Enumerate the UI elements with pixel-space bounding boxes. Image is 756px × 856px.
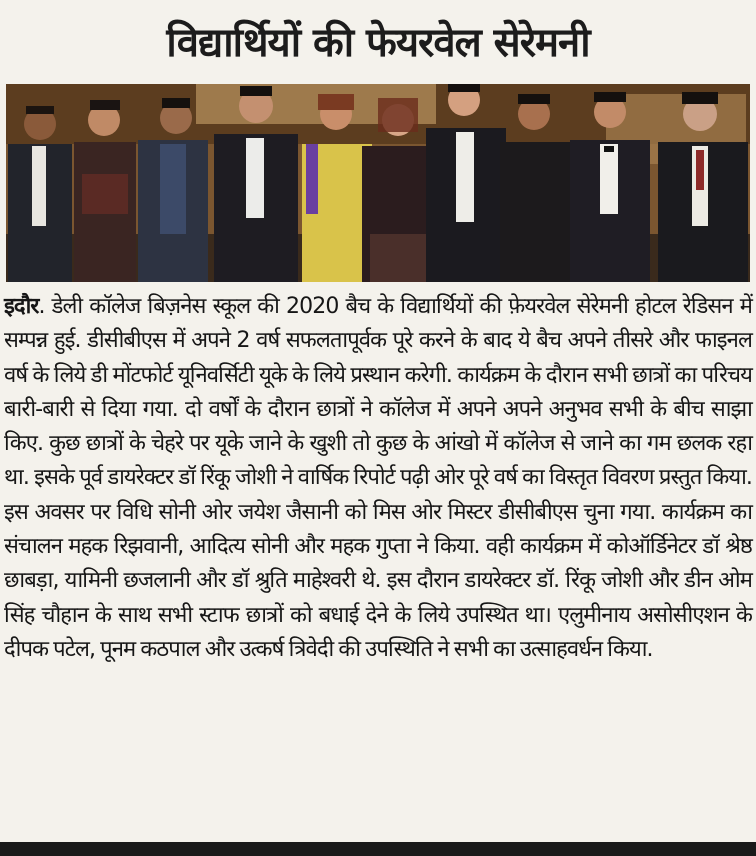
article-text: . डेली कॉलेज बिज़नेस स्कूल की 2020 बैच के विद्यार्थियों की फ़ेयरवेल सेरेमनी होटल रेडिसन में सम्पन्न हुई. डीसीबीएस में अपने 2 वर्ष सफलतापूर्वक पूरे करने के बाद ये बैच अपने तीसरे और फाइनल वर्ष के लिये डी मोंटफोर्ट यूनिवर्सिटी यूके के लिये प्रस्थान करेगी. कार्यक्रम के दौरान सभी छात्रों का परिचय बारी-बारी से दिया गया. दो वर्षों के दौरान छात्रों ने कॉलेज में अपने अपने अनुभव सभी के बीच साझा किए. कुछ छात्रों के चेहरे पर यूके जाने के खुशी तो कुछ के आंखो में कॉलेज से जाने का गम छलक रहा था. इसके पूर्व डायरेक्टर डॉ रिंकू जोशी ने वार्षिक रिपोर्ट पढ़ी ओर पूरे वर्ष का विस्तृत विवरण प्रस्तुत किया. इस अवसर पर विधि सोनी ओर जयेश जैसानी को मिस ओर मिस्टर डीसीबीएस चुना गया. कार्यक्रम का संचालन महक रिझवानी, आदित्य सोनी और महक गुप्ता ने किया. वही कार्यक्रम में कोऑर्डिनेटर डॉ श्रेष्ठ छाबड़ा, यामिनी छजलानी और डॉ श्रुति माहेश्वरी थे. इस दौरान डायरेक्टर डॉ. रिंकू जोशी और डीन ओम सिंह चौहान के साथ सभी स्टाफ छात्रों को बधाई देने के लिये उपस्थित था। एलुमीनाय असोसीएशन के दीपक पटेल, पूनम कठपाल और उत्कर्ष त्रिवेदी की उपस्थिति ने सभी का उत्साहवर्धन किया. (4, 294, 752, 662)
group-photo-illustration (6, 84, 750, 282)
headline: विद्यार्थियों की फेयरवेल सेरेमनी (166, 19, 590, 66)
group-photo (6, 84, 750, 282)
dateline: इदौर (4, 294, 39, 319)
article-body (4, 290, 752, 842)
page-edge (0, 842, 756, 856)
